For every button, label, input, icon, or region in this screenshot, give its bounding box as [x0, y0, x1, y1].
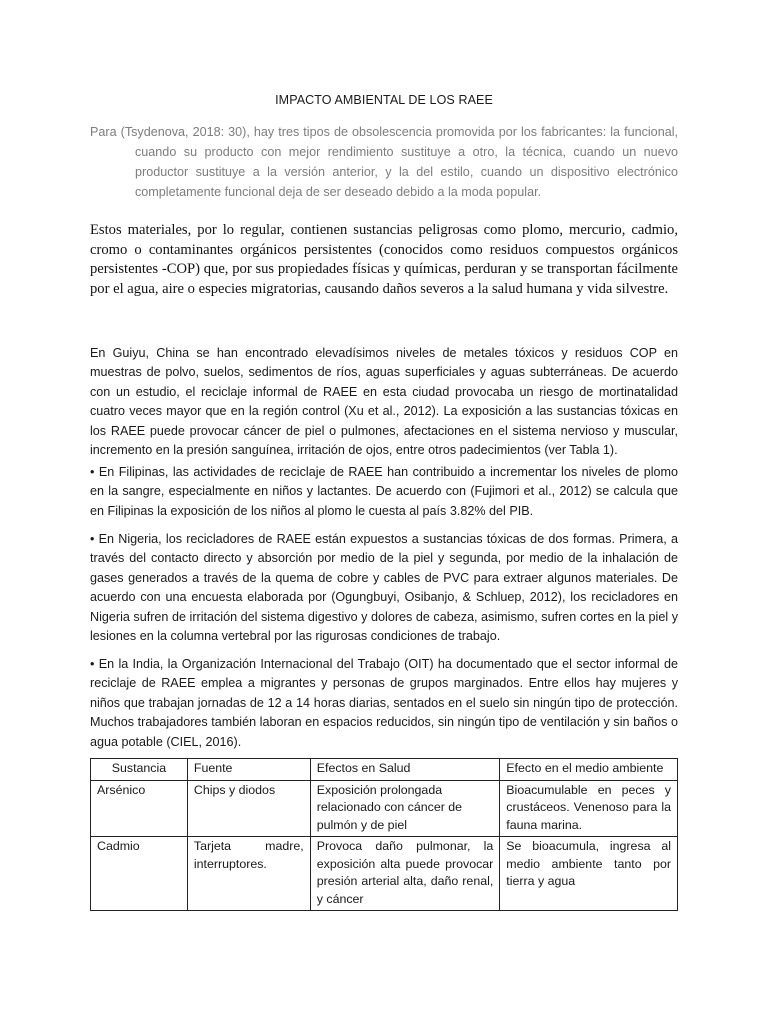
- table-cell: Arsénico: [91, 780, 188, 837]
- quote-paragraph: Para (Tsydenova, 2018: 30), hay tres tipos de obsolescencia promovida por los fabricantes: la funcional, cuando su producto con mejor rendimiento sustituye a otro, la técnica, cuando un nuevo productor sustituye a la versión anterior, y la del estilo, cuando un dispositivo electrónico completamente funcional deja de ser deseado debido a la moda popular.: [90, 125, 678, 199]
- table-cell: Bioacumulable en peces y crustáceos. Venenoso para la fauna marina.: [500, 780, 678, 837]
- table-cell: Provoca daño pulmonar, la exposición alta puede provocar presión arterial alta, daño renal, y cáncer: [310, 837, 500, 911]
- paragraph-filipinas: • En Filipinas, las actividades de reciclaje de RAEE han contribuido a incrementar los niveles de plomo en la sangre, especialmente en niños y lactantes. De acuerdo con (Fujimori et al., 2012) se calcula que en Filipinas la exposición de los niños al plomo le cuesta al país 3.82% del PIB.: [90, 465, 678, 518]
- table-row: [91, 837, 678, 911]
- table-header-cell: Efecto en el medio ambiente: [500, 759, 678, 781]
- serif-paragraph: Estos materiales, por lo regular, contienen sustancias peligrosas como plomo, mercurio, cadmio, cromo o contaminantes orgánicos persistentes (conocidos como residuos compuestos orgánicos persistentes -COP) que, por sus propiedades físicas y químicas, perduran y se transportan fácilmente por el agua, aire o especies migratorias, causando daños severos a la salud humana y vida silvestre.: [90, 222, 678, 297]
- table-cell: Tarjeta madre, interruptores.: [187, 837, 310, 911]
- table-cell: Cadmio: [91, 837, 188, 911]
- paragraph-india: • En la India, la Organización Internacional del Trabajo (OIT) ha documentado que el sector informal de reciclaje de RAEE emplea a migrantes y personas de grupos marginados. Entre ellos hay mujeres y niños que trabajan jornadas de 12 a 14 horas diarias, sentados en el suelo sin ningún tipo de protección. Muchos trabajadores también laboran en espacios reducidos, sin ningún tipo de ventilación y sin baños o agua potable (CIEL, 2016).: [90, 657, 678, 749]
- table-cell: Se bioacumula, ingresa al medio ambiente tanto por tierra y agua: [500, 837, 678, 911]
- paragraph-nigeria: • En Nigeria, los recicladores de RAEE están expuestos a sustancias tóxicas de dos formas. Primera, a través del contacto directo y absorción por medio de la piel y segunda, por medio de la inhalación de gases generados a través de la quema de cobre y cables de PVC para extraer algunos materiales. De acuerdo con una encuesta elaborada por (Ogungbuyi, Osibanjo, & Schluep, 2012), los recicladores en Nigeria sufren de irritación del sistema digestivo y dolores de cabeza, asimismo, sufren cortes en la piel y lesiones en la columna vertebral por las rigurosas condiciones de trabajo.: [90, 532, 678, 644]
- effects-table: [90, 758, 678, 911]
- paragraph-guiyu: En Guiyu, China se han encontrado elevadísimos niveles de metales tóxicos y residuos COP en muestras de polvo, suelos, sedimentos de ríos, aguas superficiales y aguas subterráneas. De acuerdo con un estudio, el reciclaje informal de RAEE en esta ciudad provocaba un riesgo de mortinatalidad cuatro veces mayor que en la región control (Xu et al., 2012). La exposición a las sustancias tóxicas en los RAEE puede provocar cáncer de piel o pulmones, afectaciones en el sistema nervioso y muscular, incremento en la presión sanguínea, irritación de ojos, entre otros padecimientos (ver Tabla 1).: [90, 346, 678, 458]
- table-row: [91, 780, 678, 837]
- table-cell: Exposición prolongada relacionado con cáncer de pulmón y de piel: [310, 780, 500, 837]
- document-title: IMPACTO AMBIENTAL DE LOS RAEE: [275, 93, 493, 107]
- table-cell: Chips y diodos: [187, 780, 310, 837]
- table-header-cell: Efectos en Salud: [310, 759, 500, 781]
- table-header-cell: Sustancia: [91, 759, 188, 781]
- table-header-cell: Fuente: [187, 759, 310, 781]
- table-header-row: [91, 759, 678, 781]
